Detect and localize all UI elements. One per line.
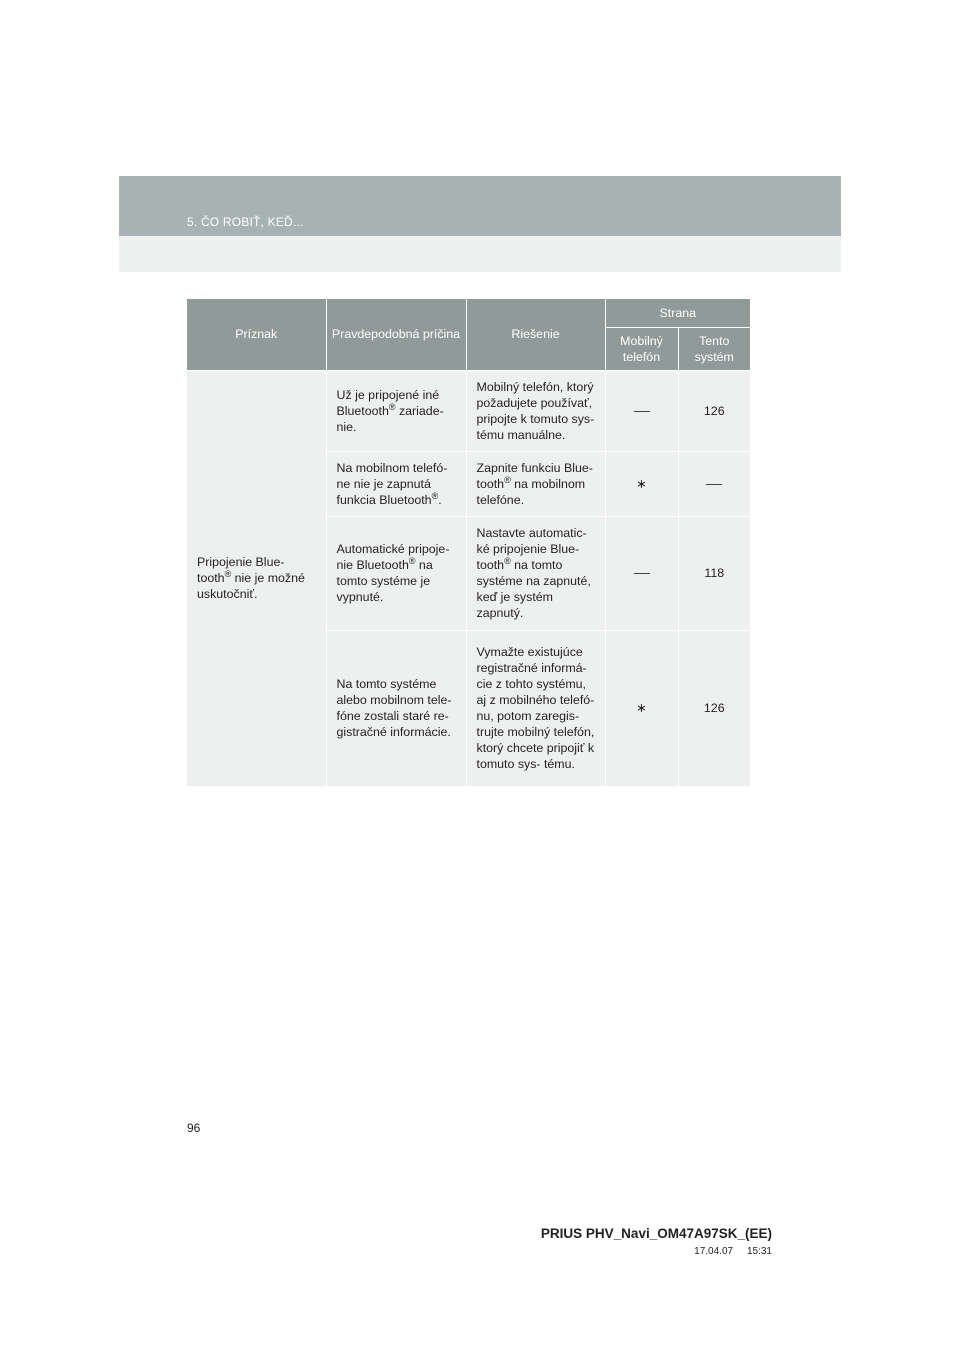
header-solution: Riešenie <box>466 299 605 370</box>
symptom-text: Pripojenie Blue- tooth® nie je možné uskutočniť. <box>197 555 305 602</box>
header-page: Strana <box>605 299 750 327</box>
header-mobile-phone: Mobilný telefón <box>605 327 678 370</box>
header-strip <box>119 236 841 272</box>
mobile-page-cell: ∗ <box>605 630 678 786</box>
cause-cell: Na tomto systéme alebo mobilnom tele- fóne zostali staré re- gistračné informácie. <box>326 630 466 786</box>
symptom-cell <box>187 370 326 786</box>
cause-cell: Automatické pripoje- nie Bluetooth® na tomto systéme je vypnuté. <box>326 516 466 630</box>
table-row <box>187 370 750 451</box>
system-page-cell <box>678 451 750 516</box>
document-code: PRIUS PHV_Navi_OM47A97SK_(EE) <box>540 1226 772 1241</box>
mobile-page-cell <box>605 516 678 630</box>
section-header <box>119 176 841 236</box>
system-page-cell: 126 <box>678 630 750 786</box>
header-this-system: Tento systém <box>678 327 750 370</box>
system-page-cell: 126 <box>678 370 750 451</box>
print-timestamp: 17.04.07 15:31 <box>694 1246 772 1257</box>
dash-icon <box>634 411 650 412</box>
header-symptom: Príznak <box>187 299 326 370</box>
dash-icon <box>706 484 722 485</box>
mobile-page-cell: ∗ <box>605 451 678 516</box>
mobile-page-cell <box>605 370 678 451</box>
cause-cell: Už je pripojené iné Bluetooth® zariade- nie. <box>326 370 466 451</box>
system-page-cell: 118 <box>678 516 750 630</box>
cause-cell: Na mobilnom telefó- ne nie je zapnutá funkcia Bluetooth®. <box>326 451 466 516</box>
solution-cell: Mobilný telefón, ktorý požadujete používať, pripojte k tomuto sys- tému manuálne. <box>466 370 605 451</box>
page-number: 96 <box>187 1121 201 1135</box>
solution-cell: Zapnite funkciu Blue- tooth® na mobilnom telefóne. <box>466 451 605 516</box>
dash-icon <box>634 573 650 574</box>
header-cause: Pravdepodobná príčina <box>326 299 466 370</box>
section-title: 5. ČO ROBIŤ, KEĎ... <box>187 215 304 229</box>
solution-cell: Vymažte existujúce registračné informá- cie z tohto systému, aj z mobilného telefó- nu, potom zaregis- trujte mobilný telefón, ktorý chcete pripojiť k tomuto sys- tému. <box>466 630 605 786</box>
troubleshooting-table <box>187 299 750 786</box>
solution-cell: Nastavte automatic- ké pripojenie Blue- tooth® na tomto systéme na zapnuté, keď je systém zapnutý. <box>466 516 605 630</box>
